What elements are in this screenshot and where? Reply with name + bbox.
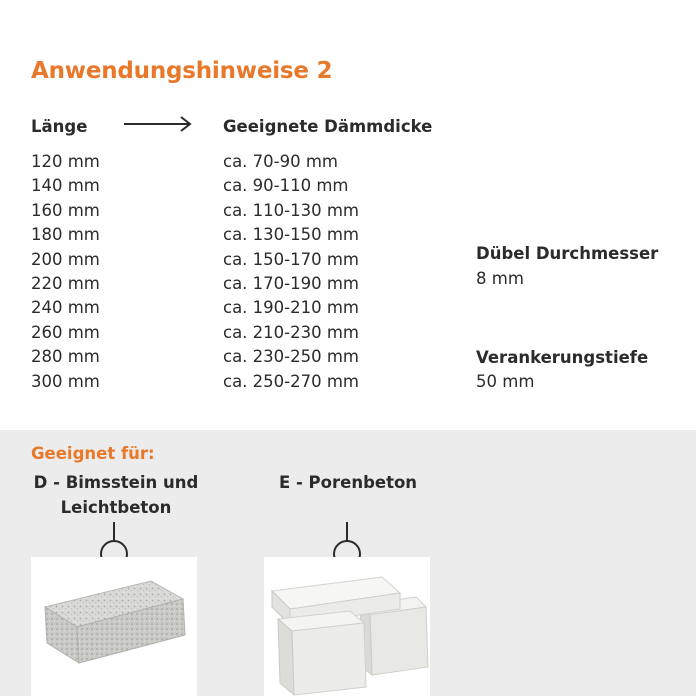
length-list: [31, 150, 100, 394]
list-item: 300 mm: [31, 371, 100, 391]
diameter-value: 8 mm: [476, 269, 524, 288]
depth-label: Verankerungstiefe: [476, 348, 649, 367]
insulation-header: Geeignete Dämmdicke: [223, 117, 433, 136]
material-d-line2: Leichtbeton: [60, 498, 172, 517]
list-item: ca. 90-110 mm: [223, 176, 349, 196]
list-item: 180 mm: [31, 225, 100, 245]
list-item: ca. 250-270 mm: [223, 371, 360, 391]
page-title: Anwendungshinweise 2: [31, 58, 333, 84]
arrow-right-icon: [122, 114, 194, 134]
aerated-concrete-card: [264, 557, 430, 696]
depth-value: 50 mm: [476, 372, 535, 391]
list-item: 260 mm: [31, 322, 100, 342]
material-e-line1: E - Porenbeton: [278, 473, 418, 492]
list-item: ca. 110-130 mm: [223, 200, 360, 220]
list-item: 240 mm: [31, 298, 100, 318]
material-d-label: [18, 470, 214, 520]
list-item: ca. 190-210 mm: [223, 298, 360, 318]
list-item: ca. 70-90 mm: [223, 152, 339, 171]
length-header: Länge: [31, 117, 88, 136]
list-item: ca. 210-230 mm: [223, 322, 360, 342]
pumice-block-image: [31, 557, 197, 696]
list-item: ca. 170-190 mm: [223, 273, 360, 293]
aerated-concrete-blocks-image: [264, 557, 430, 696]
insulation-list: [223, 150, 359, 394]
list-item: 220 mm: [31, 273, 100, 293]
list-item: ca. 230-250 mm: [223, 347, 360, 367]
list-item: ca. 130-150 mm: [223, 225, 360, 245]
material-d-line1: D - Bimsstein und: [33, 473, 199, 492]
list-item: 280 mm: [31, 347, 100, 367]
list-item: 120 mm: [31, 152, 100, 171]
list-item: 200 mm: [31, 249, 100, 269]
pumice-stone-card: [31, 557, 197, 696]
suitable-title: Geeignet für:: [31, 444, 155, 463]
list-item: ca. 150-170 mm: [223, 249, 360, 269]
list-item: 140 mm: [31, 176, 100, 196]
list-item: 160 mm: [31, 200, 100, 220]
material-e-label: [250, 470, 446, 495]
diameter-label: Dübel Durchmesser: [476, 244, 659, 263]
